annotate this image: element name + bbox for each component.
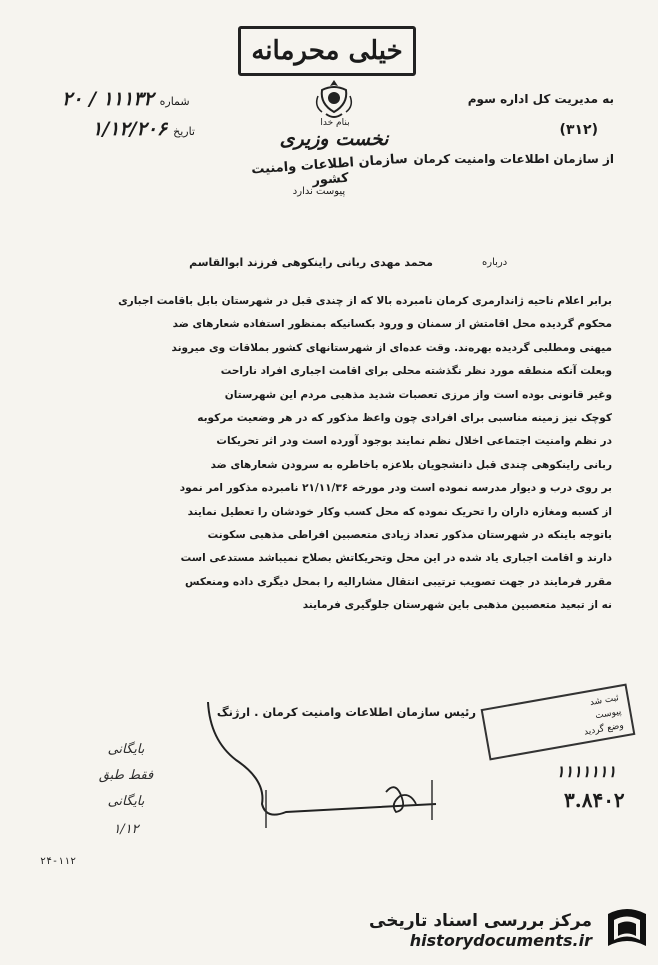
letter-date — [92, 118, 195, 140]
body-line: ربانی راینکوهی چندی قبل دانشجویان بلاعزه باخاطره به سرودن شعارهای ضد — [210, 458, 612, 471]
received-stamp-line: وضع گردید — [583, 720, 625, 738]
received-stamp — [481, 684, 636, 761]
classification-stamp: خیلی محرمانه — [238, 26, 416, 76]
organization-name: سازمان اطلاعات وامنیت کشور — [250, 151, 409, 189]
handwritten-signature — [196, 700, 456, 830]
body-line: بر روی درب و دیوار مدرسه نموده است ودر مورخه ۲۱/۱۱/۳۶ نامبرده مذکور امر نمود — [179, 482, 612, 495]
subject: محمد مهدی ربانی راینکوهی فرزند ابوالقاسم — [189, 256, 433, 269]
body-line: برابر اعلام ناحیه ژاندارمری کرمان نامبرده بالا که از چندی قبل در شهرستان بابل باقامت اجباری — [118, 295, 612, 307]
body-line: دارند و اقامت اجباری یاد شده در این محل وتحریکاتش بصلاح نمیباشد مستدعی است — [180, 552, 612, 565]
body-line: در نظم وامنیت اجتماعی اخلال نظم نمایند بوجود آورده است ودر اثر تحریکات — [216, 435, 612, 448]
archive-logo-icon — [602, 906, 652, 954]
margin-note: فقط طبق — [98, 768, 154, 783]
body-line: وبعلت آنکه منطقه مورد نظر نگذشته محلی برای اقامت اجباری افراد ناراحت — [220, 365, 612, 378]
letter-body — [52, 290, 612, 618]
margin-note: بایگانی — [107, 794, 145, 809]
ministry-name: نخست وزیری — [279, 128, 389, 150]
attachment-note: پیوست ندارد — [292, 186, 346, 197]
watermark-text — [369, 911, 592, 950]
page-id: ۲۴-۱۱۲ — [40, 856, 77, 867]
body-line: مقرر فرمایند در جهت تصویب ترتیبی انتقال مشارالیه را بمحل دیگری داده ومنعکس — [185, 575, 612, 588]
received-stamp-line: پیوست — [594, 706, 623, 722]
subject-label: درباره — [482, 257, 508, 268]
file-code: ۱۱۱۱۱۱۱ — [556, 762, 617, 781]
body-line: باتوجه باینکه در شهرستان مذکور تعداد زیادی متعصبین افراطی مذهبی سکونت — [207, 529, 612, 542]
margin-note: بایگانی — [107, 742, 145, 757]
watermark-url: historydocuments.ir — [409, 930, 592, 950]
watermark-title: مرکز بررسی اسناد تاریخی — [369, 910, 592, 931]
body-line: وغیر قانونی بوده است واز مرزی تعصبات شدید مذهبی مردم این شهرستان — [224, 388, 612, 401]
letter-number — [62, 88, 190, 110]
number-value: ۱۱۱۳۲ / ۲۰ — [62, 88, 154, 110]
date-label: تاریخ — [173, 125, 195, 138]
sender: از سازمان اطلاعات وامنیت کرمان — [413, 152, 614, 166]
body-line: نه از تبعید متعصبین مذهبی باین شهرستان جلوگیری فرمایند — [302, 599, 612, 612]
body-line: از کسبه ومغازه داران را تحریک نموده که محل کسب وکار خودشان را تعطیل نمایند — [187, 505, 612, 518]
body-line: کوچک نیز زمینه مناسبی برای افرادی چون واعظ مذکور که در هر وضعیت مرکوبه — [197, 412, 612, 425]
recipient-code: (۳۱۲) — [559, 122, 598, 138]
recipient: به مدیریت کل اداره سوم — [467, 92, 614, 106]
archive-number: ۳.۸۴۰۲ — [564, 788, 625, 812]
watermark — [362, 900, 652, 960]
received-stamp-line: ثبت شد — [589, 693, 620, 709]
signatory-title: رئیس سازمان اطلاعات وامنیت کرمان . ارژنگ — [216, 705, 476, 719]
margin-note: ۱/۱۲ — [113, 822, 139, 837]
emblem-caption: بنام خدا — [320, 118, 350, 128]
body-line: محکوم گردیده محل اقامتش از سمنان و ورود بکسانیکه بمنظور استفاده شعارهای ضد — [172, 318, 612, 331]
body-line: میهنی ومطلبی گردیده بهره‌ند. وقت عده‌ای از شهرستانهای کشور بملاقات وی میروند — [171, 341, 612, 354]
date-value: ۱/۱۲/۲۰۶ — [92, 118, 168, 140]
number-label: شماره — [159, 95, 190, 108]
